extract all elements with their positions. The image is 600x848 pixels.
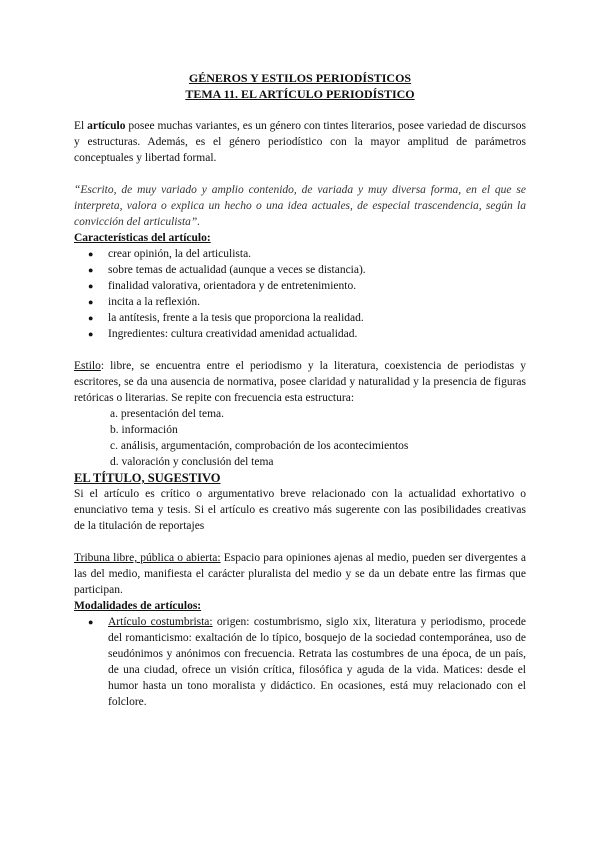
bullet-icon: ● [88, 313, 94, 323]
bullet-icon: ● [88, 297, 94, 307]
list-item: a. presentación del tema. [110, 408, 224, 420]
definition-quote: “Escrito, de muy variado y amplio contenido, de variada y muy diversa forma, en el que se interpreta, valora o explica un hecho o una idea actuales, de especial trascendencia, según la convicción del articulista”. [74, 184, 526, 228]
list-item: ● incita a la reflexión. [88, 296, 200, 308]
list-item: d. valoración y conclusión del tema [110, 456, 274, 468]
intro-paragraph [74, 118, 526, 166]
characteristics-heading: Características del artículo: [74, 232, 211, 244]
bullet-icon: ● [88, 249, 94, 259]
style-text: : libre, se encuentra entre el periodismo y la literatura, coexistencia de periodistas y escritores, se da una ausencia de normativa, posee claridad y naturalidad y la presencia de figuras retóricas o literarias. Se repite con frecuencia esta estructura: [74, 360, 526, 404]
list-item: ● crear opinión, la del articulista. [88, 248, 252, 260]
bullet-icon: ● [88, 329, 94, 339]
list-item: ● finalidad valorativa, orientadora y de entretenimiento. [88, 280, 357, 292]
list-item: ● Ingredientes: cultura creatividad amenidad actualidad. [88, 328, 358, 340]
intro-bold-word: artículo [87, 120, 126, 132]
style-label: Estilo [74, 360, 101, 372]
intro-rest: posee muchas variantes, es un género con tintes literarios, posee variedad de discursos y estructuras. Además, es el género periodístico con la mayor amplitud de parámetros conceptuales y libertad formal. [74, 120, 526, 164]
document-title-line1: GÉNEROS Y ESTILOS PERIODÍSTICOS [188, 71, 412, 85]
document-title-line2: TEMA 11. EL ARTÍCULO PERIODÍSTICO [185, 87, 415, 101]
intro-prefix: El [74, 120, 88, 132]
tribuna-text: Espacio para opiniones ajenas al medio, pueden ser divergentes a las del medio, manifiesta el carácter pluralista del medio y se da un debate entre las firmas que participan. [74, 552, 526, 596]
document-page [74, 70, 526, 710]
bullet-icon: ● [88, 265, 94, 275]
title-section-heading: EL TÍTULO, SUGESTIVO [74, 471, 221, 485]
modality-label: Artículo costumbrista: [108, 616, 213, 628]
list-item: c. análisis, argumentación, comprobación de los acontecimientos [110, 440, 409, 452]
bullet-icon: ● [88, 617, 94, 627]
style-paragraph [74, 358, 526, 406]
tribuna-paragraph [74, 550, 526, 598]
modality-item [74, 614, 526, 710]
bullet-icon: ● [88, 281, 94, 291]
characteristics-list [74, 246, 526, 342]
tribuna-label: Tribuna libre, pública o abierta: [74, 552, 221, 564]
list-item: ● la antítesis, frente a la tesis que proporciona la realidad. [88, 312, 364, 324]
list-item: ● sobre temas de actualidad (aunque a veces se distancia). [88, 264, 366, 276]
structure-list [74, 406, 526, 470]
modalities-heading: Modalidades de artículos: [74, 600, 202, 612]
list-item: b. información [110, 424, 178, 436]
modality-text: origen: costumbrismo, siglo xix, literatura y periodismo, procede del romanticismo: exaltación de lo típico, bosquejo de la sociedad contemporánea, uso de seudónimos y anónimos con frecuencia. Retrata las costumbres de una época, de un país, de una ciudad, ofrece un visión crítica, filosófica y aguda de la vida. Matices: desde el humor hasta un tono moralista y didáctico. En ocasiones, está muy relacionado con el folclore. [108, 616, 526, 708]
title-section-text: Si el artículo es crítico o argumentativo breve relacionado con la actualidad exhortativo o enunciativo tema y tesis. Si el artículo es creativo más sugerente con las posibilidades creativas de la titulación de reportajes [74, 488, 526, 532]
